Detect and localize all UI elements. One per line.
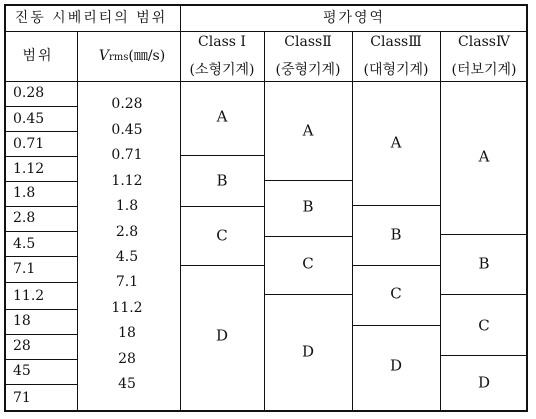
grid-line	[440, 234, 527, 235]
grid-line	[352, 31, 353, 411]
evaluation-title: 평가영역	[322, 10, 386, 26]
grid-line	[4, 206, 77, 207]
range-value: 28	[13, 338, 31, 354]
class4-label: ClassⅣ	[458, 34, 510, 50]
grid-line	[4, 282, 77, 283]
class3-zone-a: A	[390, 133, 402, 152]
grid-line	[4, 4, 6, 412]
grid-line	[526, 4, 528, 412]
range-value: 11.2	[13, 288, 45, 304]
class3-label: ClassⅢ	[370, 34, 422, 50]
range-value: 18	[13, 313, 31, 329]
range-title: 진동 시베리티의 범위	[14, 10, 168, 26]
col-vrms-header	[99, 49, 165, 63]
grid-line	[4, 256, 77, 257]
grid-line	[4, 156, 77, 157]
grid-line	[180, 4, 181, 411]
col-range-header: 범위	[22, 48, 54, 64]
range-value: 0.45	[13, 111, 45, 127]
grid-line	[4, 4, 527, 6]
vrms-value: 0.71	[111, 147, 143, 163]
class1-zone-d: D	[215, 326, 229, 345]
grid-line	[352, 265, 440, 266]
class2-zone-d: D	[301, 342, 315, 361]
vrms-value: 11.2	[111, 300, 143, 316]
grid-line	[4, 410, 527, 412]
class4-zone-b: B	[478, 254, 490, 273]
grid-line	[4, 81, 527, 82]
grid-line	[180, 155, 264, 156]
vrms-value: 0.45	[111, 122, 143, 138]
class1-zone-a: A	[216, 107, 228, 126]
grid-line	[352, 205, 440, 206]
grid-line	[180, 206, 264, 207]
class2-label: ClassⅡ	[284, 34, 332, 50]
class4-zone-d: D	[477, 373, 491, 392]
range-value: 4.5	[13, 236, 36, 252]
grid-line	[4, 181, 77, 182]
vrms-value: 45	[118, 376, 136, 392]
class4-sub: (터보기계)	[451, 62, 517, 78]
grid-line	[77, 31, 78, 411]
class2-sub: (중형기계)	[275, 62, 341, 78]
range-value: 0.28	[13, 85, 45, 101]
class3-sub: (대형기계)	[363, 62, 429, 78]
grid-line	[440, 355, 527, 356]
class3-zone-d: D	[389, 356, 403, 375]
class3-zone-c: C	[390, 284, 402, 303]
vrms-value: 2.8	[115, 224, 139, 240]
grid-line	[440, 31, 441, 411]
class4-zone-a: A	[478, 147, 490, 166]
range-value: 45	[13, 363, 31, 379]
range-value: 7.1	[13, 261, 36, 277]
class1-zone-c: C	[216, 226, 228, 245]
grid-line	[4, 231, 77, 232]
grid-line	[4, 131, 77, 132]
vrms-symbol: V	[98, 48, 109, 64]
class1-sub: (소형기계)	[189, 62, 255, 78]
grid-line	[264, 180, 352, 181]
range-value: 0.71	[13, 136, 45, 152]
grid-line	[4, 359, 77, 360]
grid-line	[4, 106, 77, 107]
class2-zone-a: A	[302, 121, 314, 140]
vrms-value: 7.1	[115, 274, 139, 290]
vrms-unit: (㎜/s)	[128, 48, 166, 64]
class4-zone-c: C	[478, 316, 490, 335]
vrms-subscript: rms	[108, 52, 129, 63]
grid-line	[4, 309, 77, 310]
grid-line	[180, 265, 264, 266]
grid-line	[4, 384, 77, 385]
grid-line	[440, 294, 527, 295]
grid-line	[4, 334, 77, 335]
class2-zone-c: C	[302, 254, 314, 273]
vrms-value: 1.8	[115, 198, 139, 214]
range-value: 71	[13, 390, 31, 406]
vrms-value: 28	[118, 351, 136, 367]
range-value: 2.8	[13, 210, 36, 226]
class3-zone-b: B	[390, 225, 402, 244]
vrms-value: 18	[118, 325, 136, 341]
grid-line	[352, 325, 440, 326]
grid-line	[4, 31, 527, 32]
vrms-value: 0.28	[111, 96, 143, 112]
range-value: 1.8	[13, 185, 36, 201]
class2-zone-b: B	[302, 197, 314, 216]
grid-line	[264, 294, 352, 295]
grid-line	[264, 31, 265, 411]
class1-label: Class Ⅰ	[198, 34, 246, 50]
grid-line	[264, 236, 352, 237]
vrms-value: 1.12	[111, 173, 143, 189]
vrms-value: 4.5	[115, 249, 139, 265]
class1-zone-b: B	[216, 171, 228, 190]
range-value: 1.12	[13, 161, 45, 177]
